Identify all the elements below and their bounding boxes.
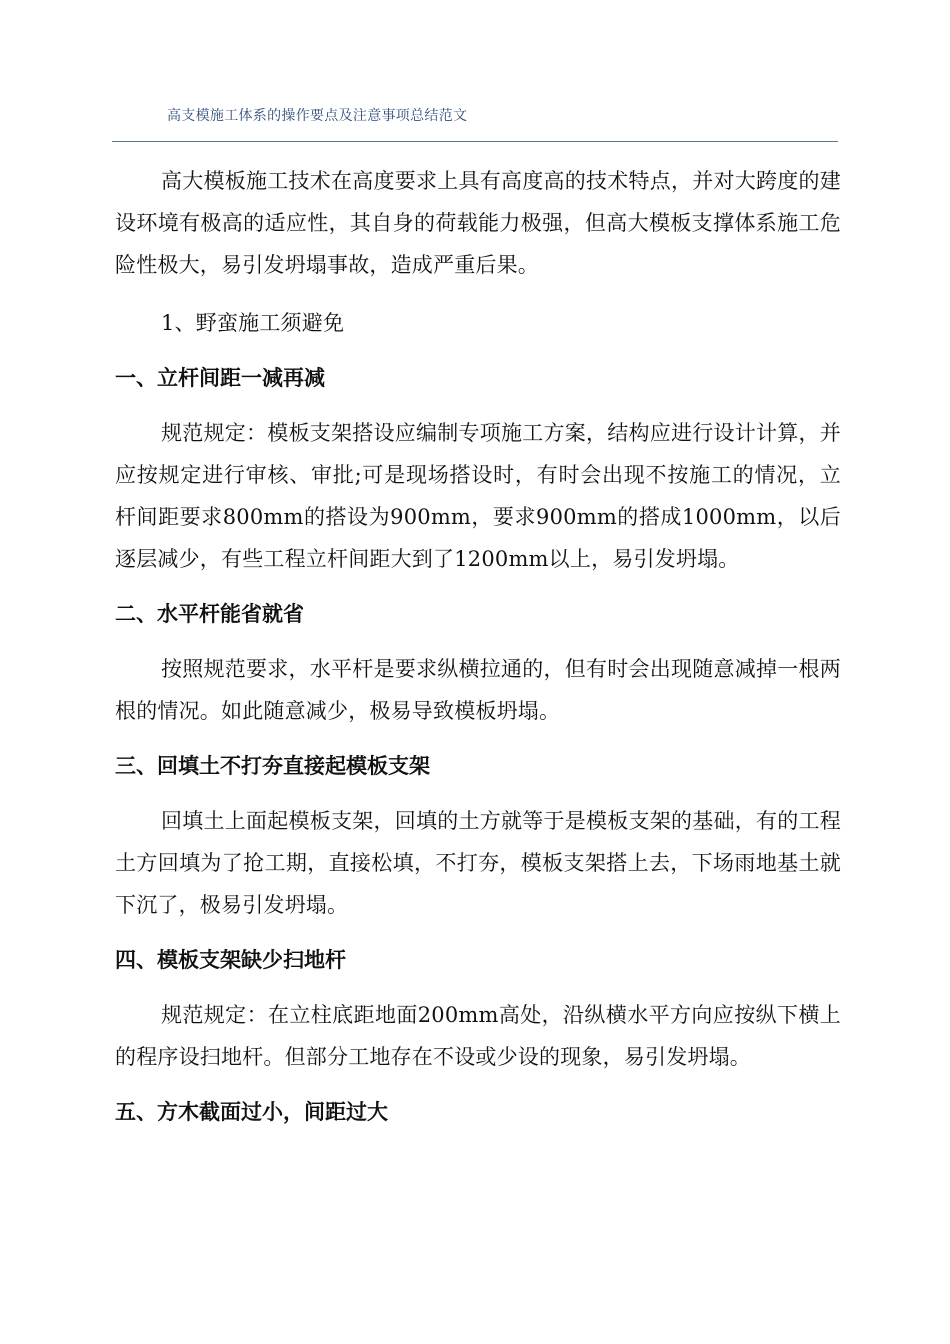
section-heading-3: 三、回填土不打夯直接起模板支架	[115, 754, 430, 778]
subsection-title: 1、野蛮施工须避免	[161, 311, 345, 335]
section-heading-1: 一、立杆间距一减再减	[115, 366, 325, 390]
running-header-title: 高支模施工体系的操作要点及注意事项总结范文	[167, 108, 468, 124]
section-heading-4: 四、模板支架缺少扫地杆	[115, 948, 346, 972]
section-paragraph-2: 按照规范要求，水平杆是要求纵横拉通的，但有时会出现随意减掉一根两根的情况。如此随意减少，极易导致模板坍塌。	[115, 657, 841, 723]
section-paragraph-3: 回填土上面起模板支架，回填的土方就等于是模板支架的基础，有的工程土方回填为了抢工期，直接松填，不打夯，模板支架搭上去，下场雨地基土就下沉了，极易引发坍塌。	[115, 809, 841, 917]
intro-paragraph: 高大模板施工技术在高度要求上具有高度高的技术特点，并对大跨度的建设环境有极高的适应性，其自身的荷载能力极强，但高大模板支撑体系施工危险性极大，易引发坍塌事故，造成严重后果。	[115, 169, 841, 277]
section-paragraph-1: 规范规定：模板支架搭设应编制专项施工方案，结构应进行设计计算，并应按规定进行审核、审批;可是现场搭设时，有时会出现不按施工的情况，立杆间距要求800mm的搭设为900mm，要求900mm的搭成1000mm，以后逐层减少，有些工程立杆间距大到了1200mm以上，易引发坍塌。	[115, 421, 841, 571]
header-divider	[112, 141, 838, 142]
section-heading-5: 五、方木截面过小，间距过大	[115, 1100, 388, 1124]
document-body	[115, 160, 841, 1133]
section-paragraph-4: 规范规定：在立柱底距地面200mm高处，沿纵横水平方向应按纵下横上的程序设扫地杆。但部分工地存在不设或少设的现象，易引发坍塌。	[115, 1003, 841, 1069]
section-heading-2: 二、水平杆能省就省	[115, 602, 304, 626]
